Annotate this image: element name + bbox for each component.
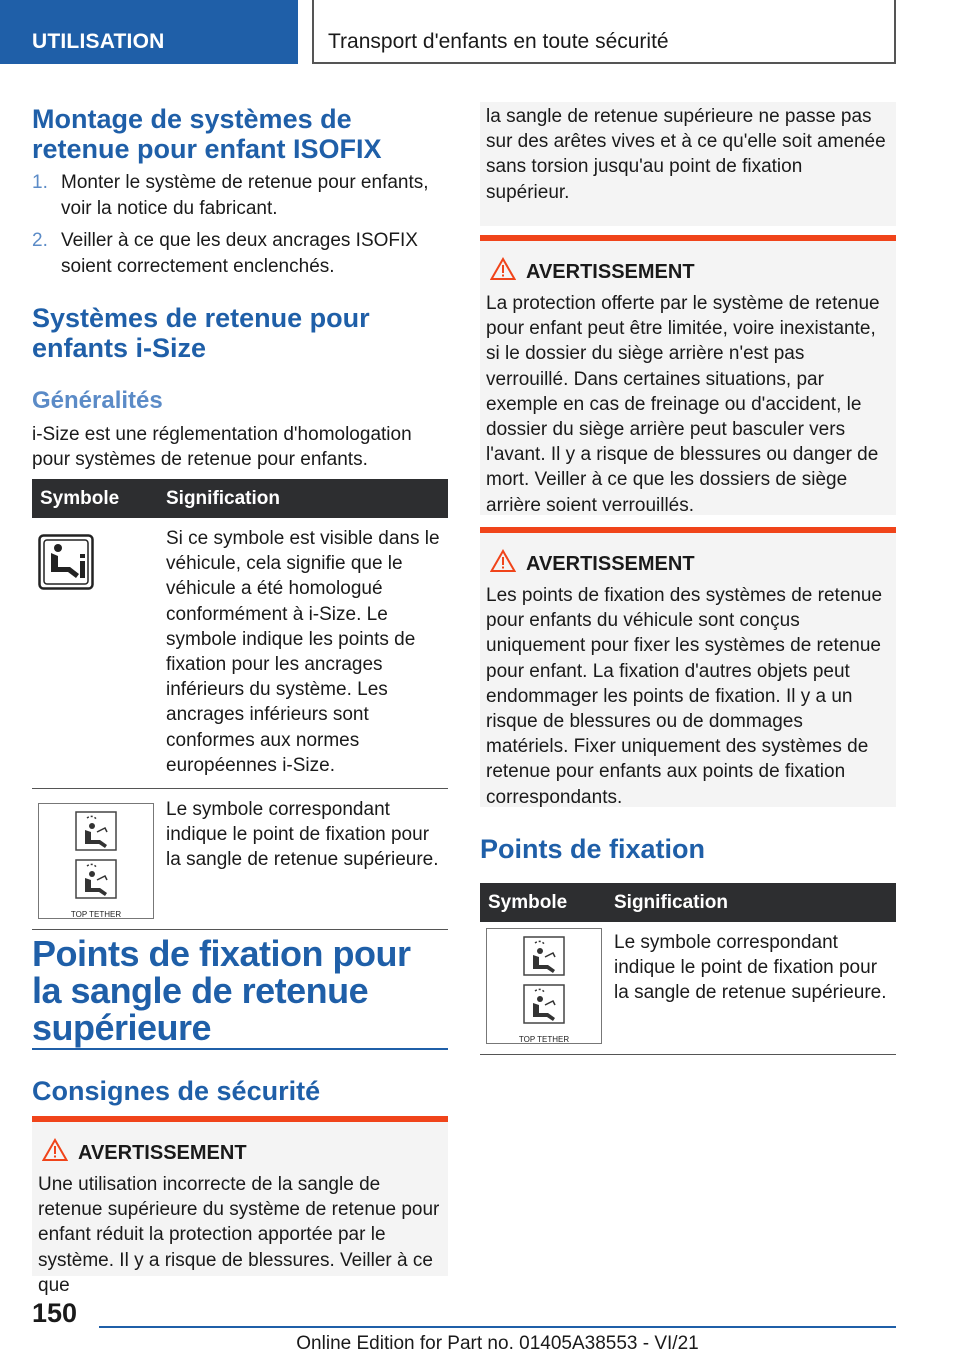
warning-box (480, 235, 896, 515)
isofix-heading: Montage de systèmes de retenue pour enfant ISOFIX (32, 104, 382, 164)
meaning-cell: Le symbole correspondant indique le point de fixation pour la sangle de retenue supérieure. (602, 922, 896, 1055)
chapter-title: Transport d'enfants en toute sécurité (328, 30, 669, 53)
isize-symbol-table (32, 479, 448, 930)
tether-heading: Points de fixation pour la sangle de retenue supérieure (32, 933, 411, 1048)
col-header-symbol: Symbole (32, 479, 154, 518)
col-header-meaning: Signification (602, 883, 896, 922)
section-tab (0, 0, 298, 64)
isofix-steps (32, 170, 448, 280)
table-row (32, 789, 448, 930)
warning-triangle-icon (490, 257, 516, 281)
col-header-symbol: Symbole (480, 883, 602, 922)
top-tether-icon (38, 803, 154, 919)
top-tether-icon (486, 928, 602, 1044)
fixation-heading: Points de fixation (480, 834, 706, 864)
warning-continuation (480, 102, 896, 226)
warning-triangle-icon (490, 549, 516, 573)
isize-intro: i-Size est une réglementation d'homologation pour systèmes de retenue pour enfants. (32, 424, 412, 471)
tether-icon-label: TOP TETHER (518, 1035, 570, 1044)
meaning-cell: Si ce symbole est visible dans le véhicule, cela signifie que le véhicule a été homologué conformément à i-Size. Le symbole indique les points de fixation pour les ancrages inférieurs du système. Les ancrages inférieurs sont conformes aux normes européennes i-Size. (154, 518, 448, 789)
step-item: 2. Veiller à ce que les deux ancrages ISOFIX soient correctement enclenchés. (32, 230, 418, 277)
page-number: 150 (32, 1298, 78, 1328)
warning-triangle-icon (42, 1138, 68, 1162)
safety-heading: Consignes de sécurité (32, 1076, 321, 1106)
table-row (480, 922, 896, 1055)
meaning-cell: Le symbole correspondant indique le point de fixation pour la sangle de retenue supérieure. (154, 789, 448, 930)
warning-text: la sangle de retenue supérieure ne passe pas sur des arêtes vives et à ce qu'elle soit amenée sans torsion jusqu'au point de fixation supérieur. (486, 106, 886, 203)
isize-seat-icon (38, 534, 94, 590)
warning-text: Une utilisation incorrecte de la sangle de retenue supérieure du système de retenue pour enfant réduit la protection apportée par le système. Il y a risque de blessures. Veiller à ce que (38, 1174, 440, 1296)
col-header-meaning: Signification (154, 479, 448, 518)
fixation-symbol-table (480, 883, 896, 1055)
warning-text: La protection offerte par le système de retenue pour enfant peut être limitée, voire inexistante, si le dossier du siège arrière n'est pas verrouillé. Dans certaines situations, par exemple en cas de freinage ou d'accident, le dossier du siège arrière peut basculer vers l'avant. Il y a risque de blessures ou danger de mort. Veiller à ce que les dossiers de siège arrière soient verrouillés. (486, 293, 880, 516)
isize-heading: Systèmes de retenue pour enfants i-Size (32, 303, 370, 363)
warning-text: Les points de fixation des systèmes de retenue pour enfants du véhicule sont conçus uniquement pour fixer les systèmes de retenue pour enfant. La fixation d'autres objets peut endommager les points de fixation. Il y a un risque de blessures ou de dommages matériels. Fixer uniquement des systèmes de retenue pour enfants aux points de fixation correspondants. (486, 585, 883, 808)
heading-rule (32, 1048, 448, 1050)
section-title: UTILISATION (32, 30, 165, 53)
warning-title: AVERTISSEMENT (38, 1140, 442, 1166)
chapter-tab (312, 0, 896, 64)
warning-title: AVERTISSEMENT (486, 551, 890, 577)
generalites-heading: Généralités (32, 387, 163, 414)
table-row (32, 518, 448, 789)
warning-box (480, 527, 896, 807)
warning-title: AVERTISSEMENT (486, 259, 890, 285)
footer-edition: Online Edition for Part no. 01405A38553 - VI/21 (99, 1326, 896, 1355)
step-item: 1. Monter le système de retenue pour enfants, voir la notice du fabricant. (32, 172, 429, 219)
warning-box (32, 1116, 448, 1296)
tether-icon-label: TOP TETHER (70, 910, 122, 920)
